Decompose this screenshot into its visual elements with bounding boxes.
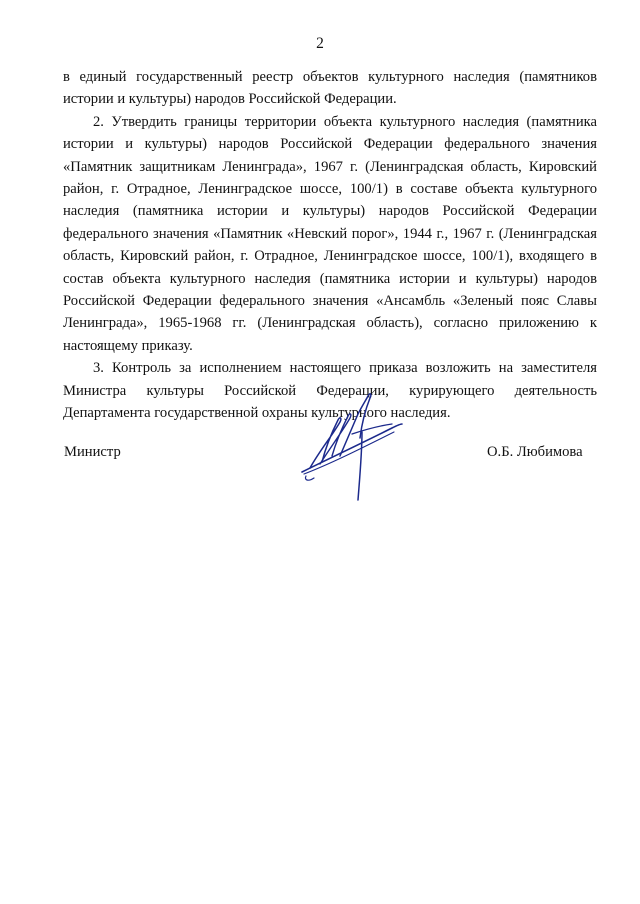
document-body xyxy=(63,66,597,425)
paragraph-item-2: 2. Утвердить границы территории объекта культурного наследия (памятника истории и культуры) народов Российской Федерации федерального значения «Памятник защитникам Ленинграда», 1967 г. (Ленинградская область, Кировский район, г. Отрадное, Ленинградское шоссе, 100/1) в составе объекта культурного наследия (памятника истории и культуры) народов Российской Федерации федерального значения «Памятник «Невский порог», 1944 г., 1967 г. (Ленинградская область, Кировский район, г. Отрадное, Ленинградское шоссе, 100/1), входящего в состав объекта культурного наследия (памятника истории и культуры) народов Российской Федерации федерального значения «Ансамбль «Зеленый пояс Славы Ленинграда», 1965-1968 гг. (Ленинградская область), согласно приложению к настоящему приказу. xyxy=(63,113,597,354)
signatory-title: Министр xyxy=(64,444,121,460)
signatory-name: О.Б. Любимова xyxy=(487,444,583,460)
paragraph-continuation: в единый государственный реестр объектов культурного наследия (памятников истории и культуры) народов Российской Федерации. xyxy=(63,69,597,108)
paragraph-item-3: 3. Контроль за исполнением настоящего приказа возложить на заместителя Министра культуры Российской Федерации, курирующего деятельность Департамента государственной охраны культурного наследия. xyxy=(63,360,597,422)
page-number: 2 xyxy=(316,35,324,52)
handwritten-signature xyxy=(296,388,406,508)
